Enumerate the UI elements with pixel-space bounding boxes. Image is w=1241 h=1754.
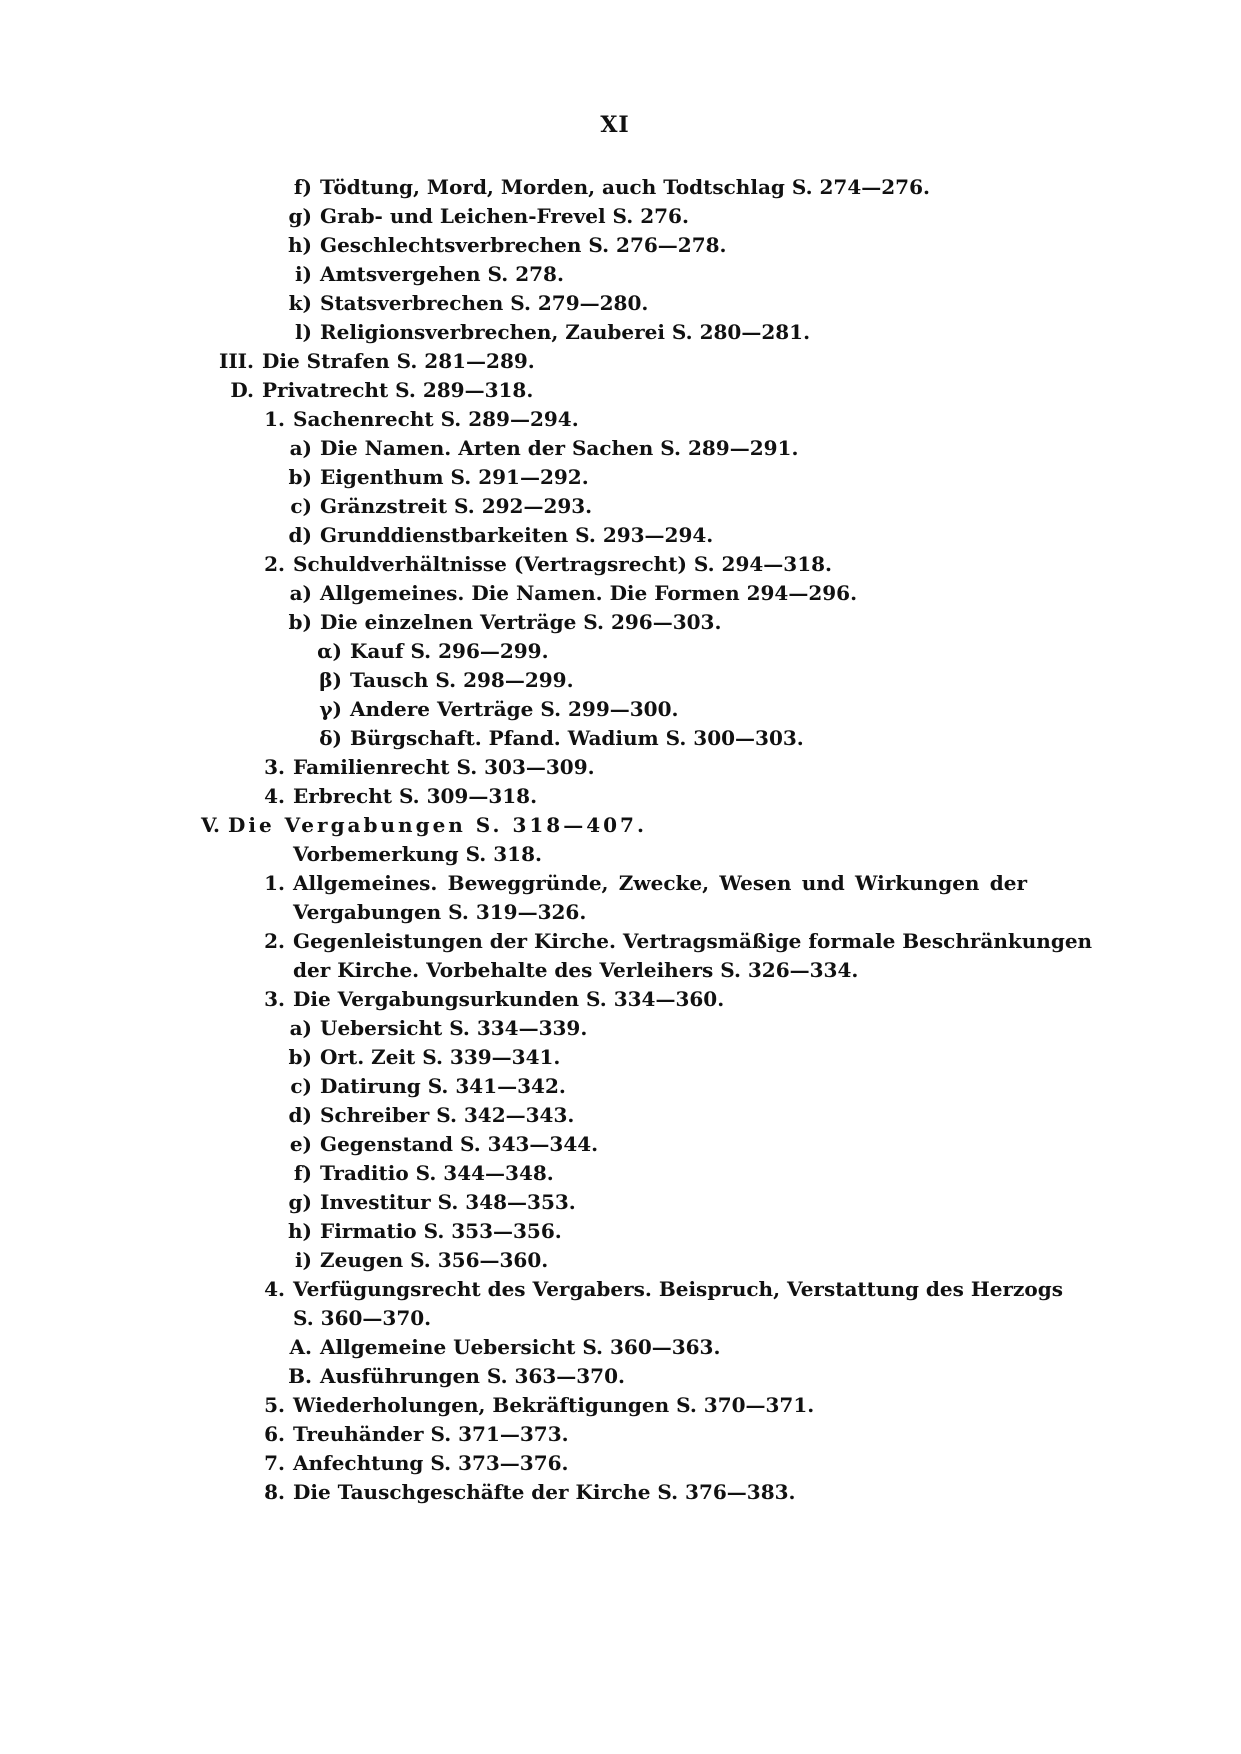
toc-line-marker: f) [293,1161,312,1185]
toc-line [260,433,798,463]
toc-line [233,897,586,927]
toc-line [290,636,549,666]
toc-line [260,520,713,550]
toc-line [260,578,857,608]
toc-line [233,752,595,782]
toc-line [260,1071,566,1101]
toc-line-marker: a) [289,436,312,460]
toc-line-marker: i) [294,1248,312,1272]
toc-line [260,491,592,521]
toc-line [260,1245,548,1275]
toc-line-marker: c) [290,1074,312,1098]
toc-line-text: Grunddienstbarkeiten S. 293—294. [320,523,714,547]
toc-line-marker: h) [287,233,312,257]
toc-line [260,1158,554,1188]
toc-line [233,1419,569,1449]
toc-line-marker: 3. [264,987,285,1011]
toc-line-marker: g) [288,204,312,228]
toc-line [202,346,535,376]
toc-line-marker: b) [288,610,312,634]
toc-line-marker: α) [317,639,342,663]
page-number: XI [600,112,630,138]
toc-line [233,1448,569,1478]
toc-line-text: Wiederholungen, Bekräftigungen S. 370—371. [293,1393,815,1417]
toc-line [202,375,533,405]
toc-line-marker: B. [288,1364,312,1388]
toc-line-text: Grab- und Leichen-Frevel S. 276. [320,204,689,228]
toc-line [260,1042,560,1072]
toc-line-text: Erbrecht S. 309—318. [293,784,538,808]
toc-line-marker: i) [294,262,312,286]
toc-line-text: Religionsverbrechen, Zauberei S. 280—281. [320,320,811,344]
toc-line-marker: d) [288,523,312,547]
toc-line-marker: A. [289,1335,312,1359]
toc-line [233,868,1027,898]
toc-line [290,665,574,695]
toc-line-text: Die Vergabungsurkunden S. 334—360. [293,987,725,1011]
toc-line-text: Die Strafen S. 281—289. [262,349,535,373]
toc-line [260,259,564,289]
toc-line-marker: γ) [319,697,342,721]
toc-line [260,1129,598,1159]
toc-line [233,955,858,985]
toc-line-text: Treuhänder S. 371—373. [293,1422,569,1446]
toc-line-marker: δ) [319,726,342,750]
toc-line-marker: D. [230,378,254,402]
toc-line-marker: 6. [264,1422,285,1446]
toc-line [260,288,648,318]
toc-line-text: Die Vergabungen S. 318—407. [228,813,647,837]
toc-line-text: Gegenleistungen der Kirche. Vertragsmäßige formale Beschränkungen [293,929,1093,953]
toc-line [290,694,678,724]
toc-line-text: Anfechtung S. 373—376. [293,1451,569,1475]
toc-line-marker: 8. [264,1480,285,1504]
toc-line [260,172,930,202]
toc-line-text: Schreiber S. 342—343. [320,1103,575,1127]
toc-line-marker: 2. [264,929,285,953]
toc-line-text: Investitur S. 348—353. [320,1190,576,1214]
toc-line-text: Die Tauschgeschäfte der Kirche S. 376—383. [293,1480,796,1504]
toc-line-text: Gränzstreit S. 292—293. [320,494,593,518]
toc-line-text: Vorbemerkung S. 318. [293,842,542,866]
toc-line [260,1100,574,1130]
toc-line-marker: k) [288,291,312,315]
toc-line [233,1274,1063,1304]
toc-line-text: Privatrecht S. 289—318. [262,378,534,402]
toc-line-text: Schuldverhältnisse (Vertragsrecht) S. 294—318. [293,552,832,576]
toc-line-text: Verfügungsrecht des Vergabers. Beispruch, Verstattung des Herzogs [293,1277,1063,1301]
toc-line-marker: a) [289,581,312,605]
toc-line [233,926,1092,956]
toc-line-text: Zeugen S. 356—360. [320,1248,549,1272]
toc-line-text: Ausführungen S. 363—370. [320,1364,625,1388]
toc-line [233,1477,796,1507]
toc-line-text: Firmatio S. 353—356. [320,1219,562,1243]
toc-line [233,781,537,811]
toc-line [233,1303,431,1333]
toc-line-marker: 7. [264,1451,285,1475]
toc-line [260,1013,587,1043]
toc-line-text: Geschlechtsverbrechen S. 276—278. [320,233,727,257]
toc-line-marker: c) [290,494,312,518]
toc-line-text: Uebersicht S. 334—339. [320,1016,588,1040]
toc-line-marker: 1. [264,407,285,431]
toc-line [260,201,689,231]
toc-line [260,230,727,260]
toc-line-marker: d) [288,1103,312,1127]
toc-line-text: Die Namen. Arten der Sachen S. 289—291. [320,436,799,460]
toc-line-marker: f) [293,175,312,199]
toc-line [260,607,721,637]
toc-line [233,404,579,434]
toc-line [233,549,832,579]
toc-line [260,462,589,492]
toc-line-marker: b) [288,1045,312,1069]
toc-line-marker: 3. [264,755,285,779]
toc-line-marker: 1. [264,871,285,895]
toc-line-text: Gegenstand S. 343—344. [320,1132,599,1156]
toc-line-marker: h) [287,1219,312,1243]
toc-line-text: Vergabungen S. 319—326. [293,900,587,924]
toc-line [260,1332,720,1362]
toc-line-text: der Kirche. Vorbehalte des Verleihers S. 326—334. [293,958,859,982]
toc-line-text: Allgemeine Uebersicht S. 360—363. [320,1335,721,1359]
toc-line-text: Andere Verträge S. 299—300. [350,697,679,721]
toc-line-marker: 5. [264,1393,285,1417]
toc-line-text: Ort. Zeit S. 339—341. [320,1045,561,1069]
toc-line-text: Bürgschaft. Pfand. Wadium S. 300—303. [350,726,804,750]
toc-line-text: Allgemeines. Beweggründe, Zwecke, Wesen und Wirkungen der [293,871,1027,895]
toc-line-marker: b) [288,465,312,489]
toc-line-marker: 2. [264,552,285,576]
toc-line-marker: III. [218,349,254,373]
toc-line [260,1187,576,1217]
toc-line-marker: β) [319,668,342,692]
toc-line-marker: l) [294,320,312,344]
toc-line-text: Eigenthum S. 291—292. [320,465,589,489]
toc-line-marker: g) [288,1190,312,1214]
toc-line-text: S. 360—370. [293,1306,432,1330]
toc-line-text: Datirung S. 341—342. [320,1074,566,1098]
toc-line-text: Allgemeines. Die Namen. Die Formen 294—296. [320,581,858,605]
toc-line-text: Traditio S. 344—348. [320,1161,554,1185]
toc-line-text: Sachenrecht S. 289—294. [293,407,579,431]
toc-line-text: Tödtung, Mord, Morden, auch Todtschlag S. 274—276. [320,175,930,199]
toc-line-marker: e) [289,1132,312,1156]
toc-line-marker: 4. [264,784,285,808]
toc-line [233,1390,814,1420]
toc-line [233,839,542,869]
toc-line-text: Tausch S. 298—299. [350,668,574,692]
toc-line-marker: V. [201,813,220,837]
toc-line [168,810,647,840]
toc-line [290,723,804,753]
toc-line-text: Die einzelnen Verträge S. 296—303. [320,610,722,634]
toc-line [260,1361,625,1391]
toc-line-text: Amtsvergehen S. 278. [320,262,564,286]
toc-line-marker: 4. [264,1277,285,1301]
toc-line-text: Kauf S. 296—299. [350,639,549,663]
toc-line-text: Familienrecht S. 303—309. [293,755,595,779]
toc-line-text: Statsverbrechen S. 279—280. [320,291,649,315]
toc-line [260,317,810,347]
toc-line [233,984,724,1014]
toc-line [260,1216,562,1246]
toc-line-marker: a) [289,1016,312,1040]
